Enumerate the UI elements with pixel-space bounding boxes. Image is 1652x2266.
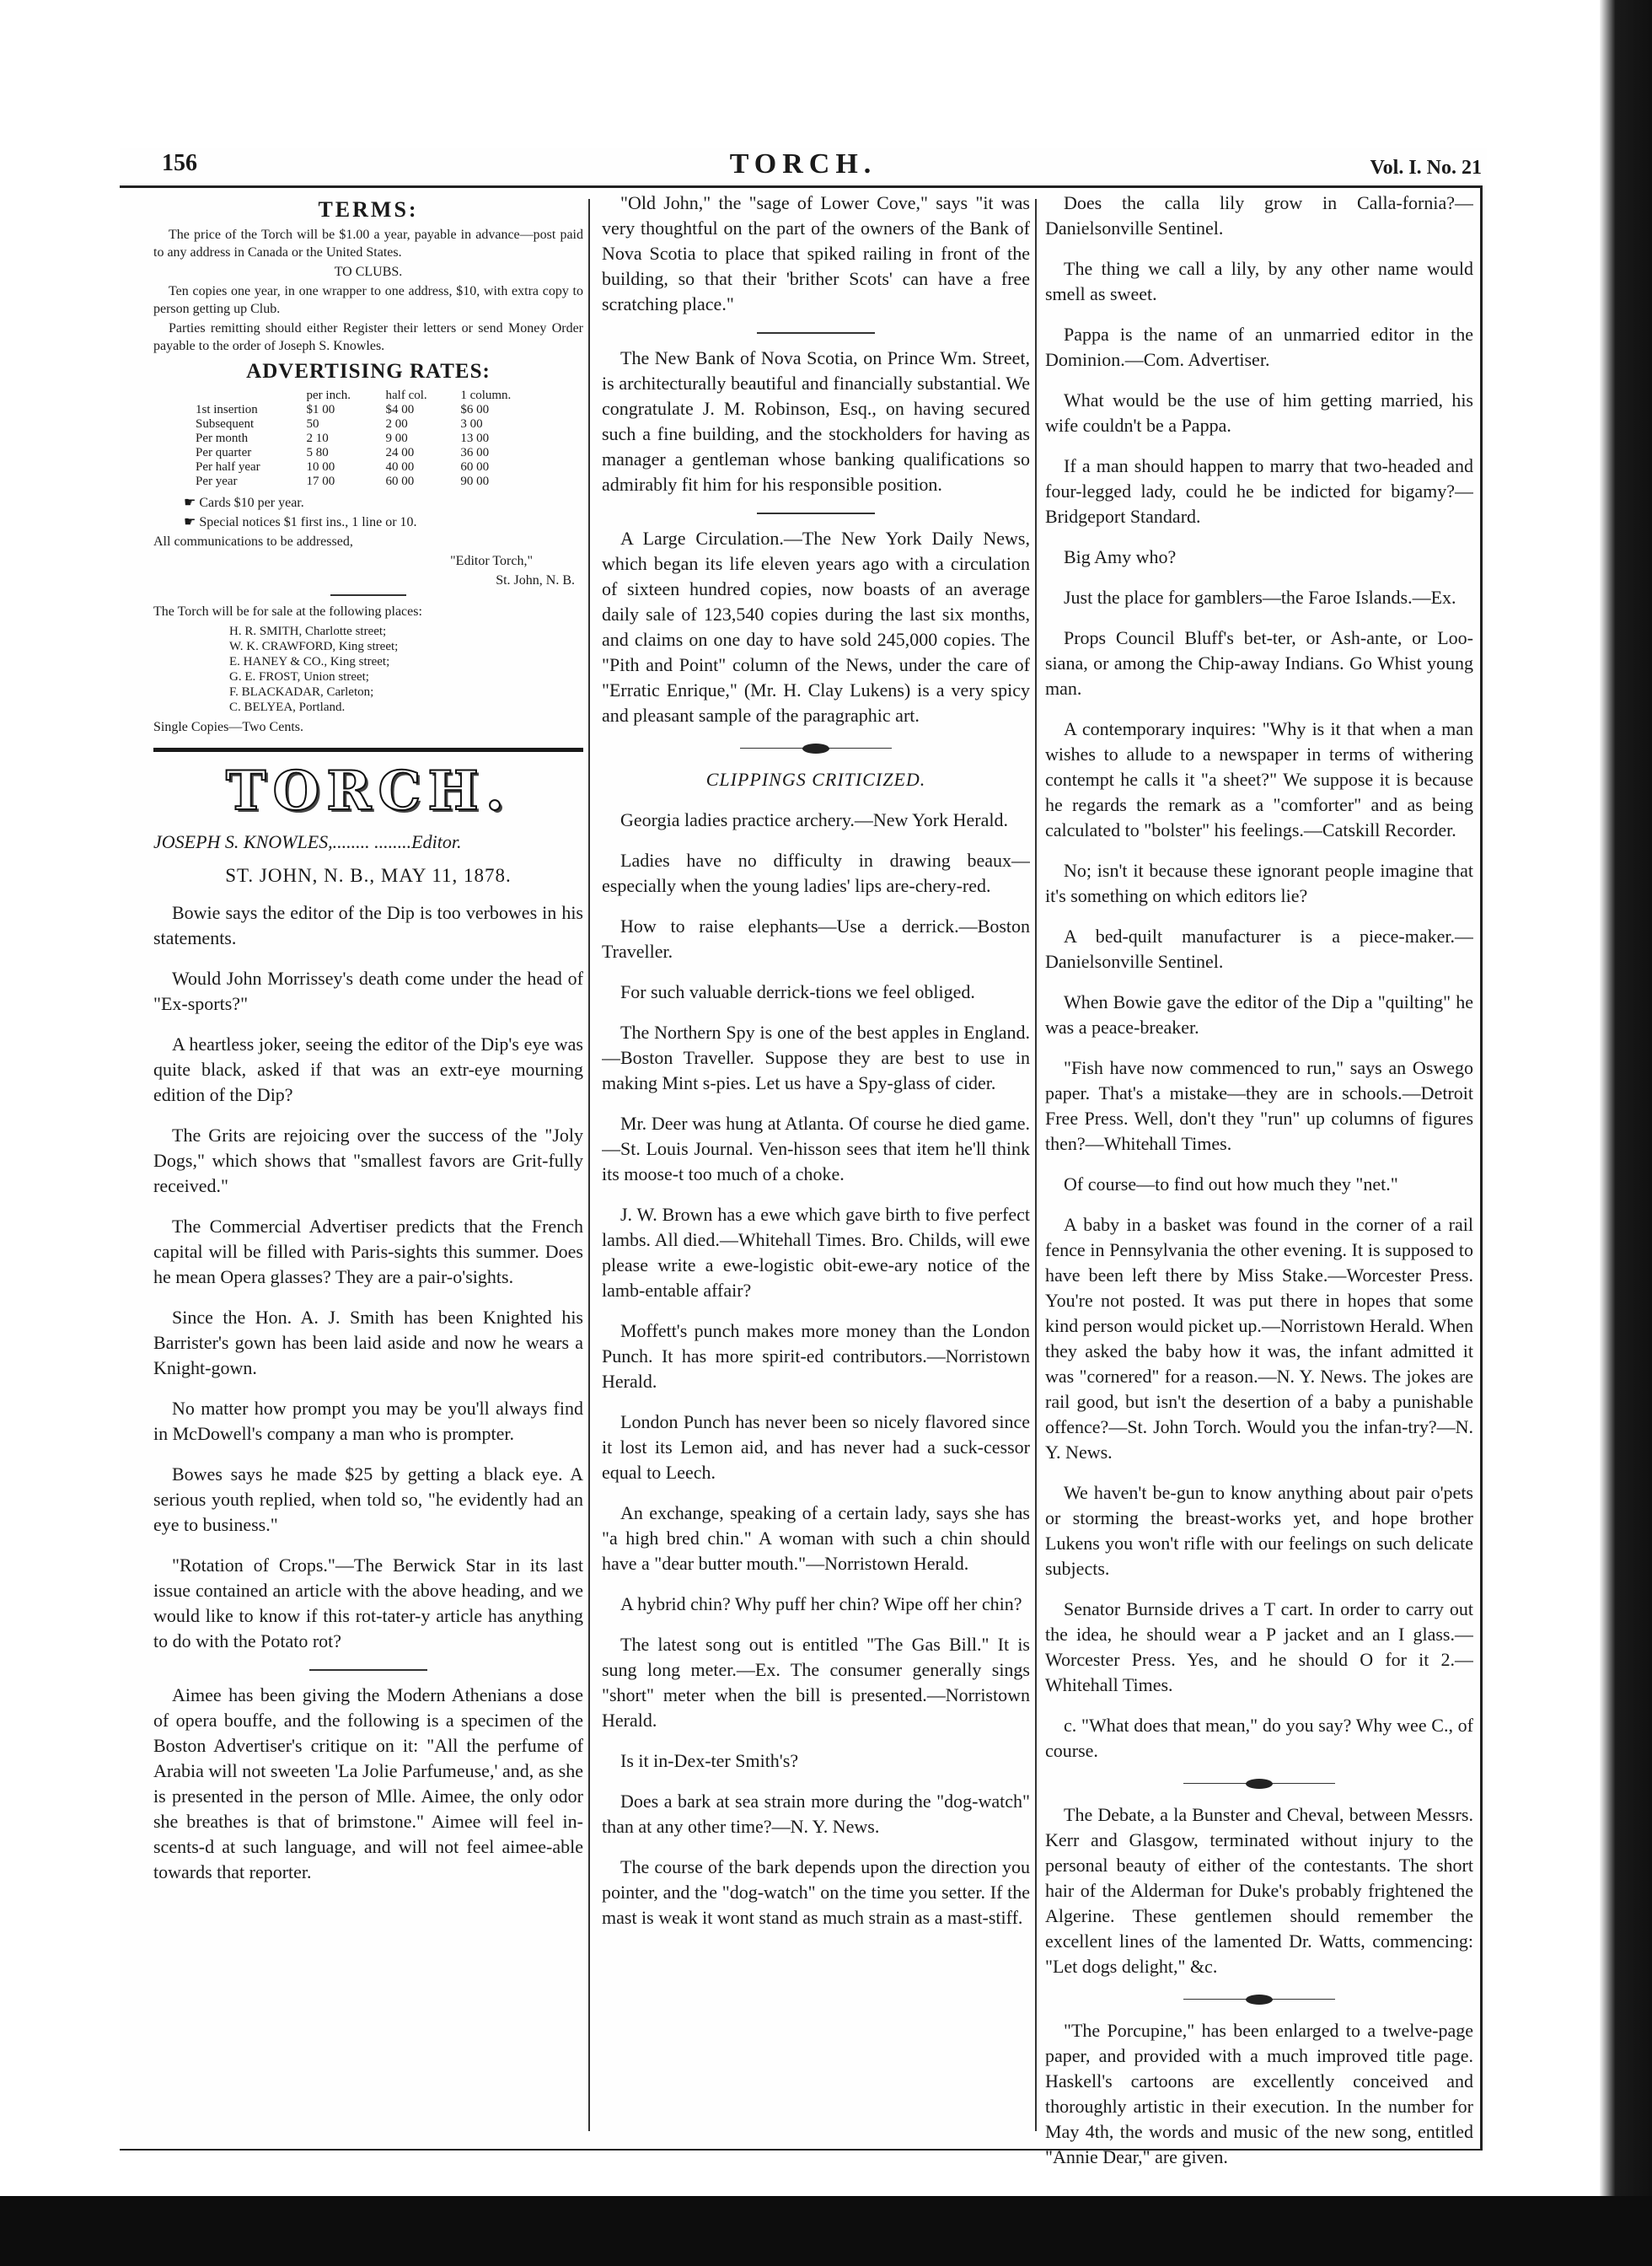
paragraph: Pappa is the name of an unmarried editor in the Dominion.—Com. Advertiser. [1045,324,1473,370]
rates-row [196,475,550,489]
paragraph: Bowie says the editor of the Dip is too verbowes in his statements. [153,902,583,948]
paragraph: If a man should happen to marry that two-headed and four-legged lady, could he be indicted for bigamy?—Bridgeport Standard. [1045,455,1473,527]
rates-header: half col. [385,389,427,402]
advertising-heading: ADVERTISING RATES: [246,360,491,383]
separator-rule [757,513,875,514]
agent-item: F. BLACKADAR, Carleton; [229,685,374,699]
paragraph: We haven't be-gun to know anything about pair o'pets or storming the breast-works yet, and hope brother Lukens you won't rifle with our feelings on such delicate subjects. [1045,1482,1473,1579]
agent-item: H. R. SMITH, Charlotte street; [229,625,387,638]
remit-text: Parties remitting should either Register their letters or send Money Order payable to the order of Joseph S. Knowles. [153,321,583,353]
paragraph: Aimee has been giving the Modern Athenians a dose of opera bouffe, and the following is a specimen of the Boston Advertiser's critique on it: "All the perfume of Arabia will not sweeten 'La Jolie Parfumeuse,' and, as she is presented in the person of Mlle. Aimee, the only odor she breathes is that of brimstone." Aimee will feel in-scents-d at such language, and will not feel aimee-able towards that reporter. [153,1684,583,1882]
paragraph: Since the Hon. A. J. Smith has been Knighted his Barrister's gown has been laid aside and now he wears a Knight-gown. [153,1307,583,1378]
rate-cell: 1st insertion [196,403,258,416]
paragraph: A Large Circulation.—The New York Daily News, which began its life eleven years ago with a circulation of sixteen hundred copies, now boasts of an average daily sale of 123,540 copies during the last six months, and claims on one day to have sold 245,000 copies. The "Pith and Point" column of the News, under the care of "Erratic Enrique," (Mr. H. Clay Lukens) is a very spicy and pleasant sample of the paragraphic art. [602,528,1030,726]
separator-rule [309,1669,427,1671]
clipping: Does a bark at sea strain more during the "dog-watch" than at any other time?—N. Y. News. [602,1791,1030,1837]
clippings-heading: CLIPPINGS CRITICIZED. [705,769,926,790]
clipping: Is it in-Dex-ter Smith's? [620,1750,799,1771]
column-1 [153,191,583,1900]
volume-number: Vol. I. No. 21 [1370,157,1482,179]
rate-cell: 60 00 [385,475,415,488]
rate-cell: Per half year [196,460,260,474]
paragraph: Senator Burnside drives a T cart. In order to carry out the idea, he should wear a P jacket and an I glass.—Worcester Press. Yes, and he should O for it 2.—Whitehall Times. [1045,1598,1473,1695]
paragraph: The New Bank of Nova Scotia, on Prince Wm. Street, is architecturally beautiful and financially substantial. We congratulate J. M. Robinson, Esq., on having secured such a fine building, and the stockholders for having as manager a gentleman whose banking qualifications so admirably fit him for his responsible position. [602,347,1030,495]
dateline: ST. JOHN, N. B., MAY 11, 1878. [225,865,512,886]
rate-cell: 10 00 [306,460,335,474]
single-copies: Single Copies—Two Cents. [153,720,303,734]
paragraph: No; isn't it because these ignorant people imagine that it's something on which editors lie? [1045,860,1473,906]
column-rule [588,199,590,2131]
clipping: The latest song out is entitled "The Gas Bill." It is sung long meter.—Ex. The consumer generally sings "short" meter when the bill is presented.—Norristown Herald. [602,1634,1030,1731]
paragraph: A baby in a basket was found in the corner of a rail fence in Pennsylvania the other evening. It is supposed to have been left there by Miss Stake.—Worcester Press. You're not posted. It was put there in hopes that some kind person would picket up.—Norristown Herald. When they asked the baby how it was, the infant admitted it was "cornered" for a reason.—N. Y. News. The jokes are rail good, but isn't the desertion of a baby a punishable offence?—St. John Torch. Would you the infan-try?—N. Y. News. [1045,1214,1473,1463]
rate-cell: Per quarter [196,446,252,459]
clubs-text: Ten copies one year, in one wrapper to one address, $10, with extra copy to person getting up Club. [153,284,583,316]
rates-row [196,417,550,432]
rate-cell: 24 00 [385,446,415,459]
column-3 [1045,191,1473,2185]
paragraph: Props Council Bluff's bet-ter, or Ash-ante, or Loo-siana, or among the Chip-away Indians. Go Whist young man. [1045,627,1473,699]
rates-row [196,403,550,417]
paragraph: Bowes says he made $25 by getting a black eye. A serious youth replied, when told so, "he evidently had an eye to business." [153,1463,583,1535]
paragraph: The Grits are rejoicing over the success of the "Joly Dogs," which shows that "smallest favors are Grit-fully received." [153,1125,583,1196]
separator-rule [330,594,406,596]
paragraph: No matter how prompt you may be you'll always find in McDowell's company a man who is prompter. [153,1398,583,1444]
rates-header [196,389,307,403]
paragraph: A contemporary inquires: "Why is it that when a man wishes to allude to a newspaper in terms of withering contempt he calls it "a sheet?" We suppose it is because he regards the remark as a "comforter" and as being calculated to "bolster" his feelings.—Catskill Recorder. [1045,718,1473,840]
agent-item: W. K. CRAWFORD, King street; [229,640,399,653]
rate-cell: 13 00 [460,432,490,445]
rates-table [196,389,550,489]
rates-header: per inch. [306,389,351,402]
rate-cell: 60 00 [460,460,490,474]
paragraph: The thing we call a lily, by any other name would smell as sweet. [1045,258,1473,304]
paragraph: Just the place for gamblers—the Faroe Islands.—Ex. [1064,587,1456,608]
paragraph: c. "What does that mean," do you say? Why wee C., of course. [1045,1715,1473,1761]
separator-rule [757,332,875,334]
paragraph: Big Amy who? [1064,546,1177,567]
rate-cell: $1 00 [306,403,335,416]
agent-item: C. BELYEA, Portland. [229,701,346,714]
column-rule [1035,199,1037,2131]
rates-row [196,432,550,446]
running-title: TORCH. [729,148,877,180]
clipping: J. W. Brown has a ewe which gave birth to five perfect lambs. All died.—Whitehall Times. Bro. Childs, will ewe please write a ewe-logistic obit-ewe-ary notice of the lamb-entable affair? [602,1204,1030,1301]
terms-text: The price of the Torch will be $1.00 a year, payable in advance—post paid to any address in Canada or the United States. [153,228,583,260]
clipping: London Punch has never been so nicely flavored since it lost its Lemon aid, and has never had a suck-cessor equal to Leech. [602,1411,1030,1483]
clipping: For such valuable derrick-tions we feel obliged. [620,981,975,1002]
paragraph: Does the calla lily grow in Calla-fornia?—Danielsonville Sentinel. [1045,192,1473,239]
clubs-heading: TO CLUBS. [334,265,403,279]
ornament-divider [740,744,892,754]
paragraph: Would John Morrissey's death come under the head of "Ex-sports?" [153,968,583,1014]
paragraph: "The Porcupine," has been enlarged to a twelve-page paper, and provided with a much improved title page. Haskell's cartoons are excellently conceived and thoroughly artistic in their execution. In the number for May 4th, the words and music of the new song, entitled "Annie Dear," are given. [1045,2020,1473,2167]
clipping: Ladies have no difficulty in drawing beaux—especially when the young ladies' lips are-chery-red. [602,850,1030,896]
rate-cell: $6 00 [460,403,490,416]
rate-cell: 2 00 [385,417,408,431]
paragraph: Of course—to find out how much they "net." [1064,1173,1398,1195]
paragraph: A bed-quilt manufacturer is a piece-maker.—Danielsonville Sentinel. [1045,926,1473,972]
communications-note: All communications to be addressed, [153,534,353,549]
clipping: Moffett's punch makes more money than the London Punch. It has more spirit-ed contributors.—Norristown Herald. [602,1320,1030,1392]
clipping: The Northern Spy is one of the best apples in England.—Boston Traveller. Suppose they are best to use in making Mint s-pies. Let us have a Spy-glass of cider. [602,1022,1030,1093]
rate-cell: Subsequent [196,417,255,431]
rates-header-row [196,389,550,403]
editor-line: JOSEPH S. KNOWLES,........ ........Editor. [153,831,462,852]
rate-cell: 3 00 [460,417,483,431]
page-number: 156 [162,150,197,176]
rate-cell: 40 00 [385,460,415,474]
paragraph: When Bowie gave the editor of the Dip a "quilting" he was a peace-breaker. [1045,991,1473,1038]
paragraph: A heartless joker, seeing the editor of the Dip's eye was quite black, asked if that was an extr-eye mourning edition of the Dip? [153,1034,583,1105]
paragraph: The Debate, a la Bunster and Cheval, between Messrs. Kerr and Glasgow, terminated without injury to the personal beauty of either of the contestants. The short hair of the Alderman for Duke's probably frightened the Algerine. These gentlemen should remember the excellent lines of the lamented Dr. Watts, commencing: "Let dogs delight," &c. [1045,1804,1473,1977]
sale-intro: The Torch will be for sale at the following places: [153,604,422,619]
paragraph: "Fish have now commenced to run," says an Oswego paper. That's a mistake—they are in schools.—Detroit Free Press. Well, don't they "run" up columns of figures then?—Whitehall Times. [1045,1057,1473,1154]
terms-heading: TERMS: [318,197,419,222]
clipping: How to raise elephants—Use a derrick.—Boston Traveller. [602,916,1030,962]
rates-row [196,446,550,460]
rate-cell: 36 00 [460,446,490,459]
rate-cell: 2 10 [306,432,329,445]
communications-addressee: "Editor Torch," [450,554,533,568]
rate-cell: Per year [196,475,238,488]
clipping: Georgia ladies practice archery.—New York Herald. [620,809,1008,830]
rate-cell: 90 00 [460,475,490,488]
clipping: An exchange, speaking of a certain lady, says she has "a high bred chin." A woman with such a chin should have a "dear butter mouth."—Norristown Herald. [602,1502,1030,1574]
clipping: A hybrid chin? Why puff her chin? Wipe off her chin? [620,1593,1022,1614]
communications-city: St. John, N. B. [496,573,575,588]
masthead-title: TORCH. [225,760,512,823]
rate-cell: 5 80 [306,446,329,459]
rate-cell: $4 00 [385,403,415,416]
ornament-divider [1183,1995,1335,2005]
column-2 [602,191,1030,1946]
paragraph: The Commercial Advertiser predicts that the French capital will be filled with Paris-sights this summer. Does he mean Opera glasses? They are a pair-o'sights. [153,1216,583,1287]
newspaper-page [120,148,1487,2167]
cards-note: ☛ Cards $10 per year. [184,496,304,510]
clipping: Mr. Deer was hung at Atlanta. Of course he died game.—St. Louis Journal. Ven-hisson sees that item he'll think its moose-t too much of a choke. [602,1113,1030,1184]
rate-cell: 50 [306,417,319,431]
agent-list [229,624,583,715]
rates-header: 1 column. [460,389,512,402]
rate-cell: Per month [196,432,249,445]
paragraph: "Rotation of Crops."—The Berwick Star in its last issue contained an article with the above heading, and we would like to know if this rot-tater-y article has anything to do with the Potato rot? [153,1555,583,1651]
page-header [120,148,1487,187]
paragraph: What would be the use of him getting married, his wife couldn't be a Pappa. [1045,389,1473,436]
rate-cell: 9 00 [385,432,408,445]
page-edge-shadow [1600,0,1652,2196]
rate-cell: 17 00 [306,475,335,488]
scan-bottom-border [0,2196,1652,2266]
ornament-divider [1183,1779,1335,1789]
agent-item: E. HANEY & CO., King street; [229,655,390,669]
agent-item: G. E. FROST, Union street; [229,670,369,684]
paragraph: "Old John," the "sage of Lower Cove," says "it was very thoughtful on the part of the owners of the Bank of Nova Scotia to place that spiked railing in front of the building, so that their 'brither Scots' can have a free scratching place." [602,192,1030,314]
special-notices-note: ☛ Special notices $1 first ins., 1 line or 10. [184,515,417,529]
rates-row [196,460,550,475]
masthead [153,748,583,823]
clipping: The course of the bark depends upon the direction you pointer, and the "dog-watch" on the time you setter. If the mast is weak it wont stand as much strain as a mast-stiff. [602,1856,1030,1928]
